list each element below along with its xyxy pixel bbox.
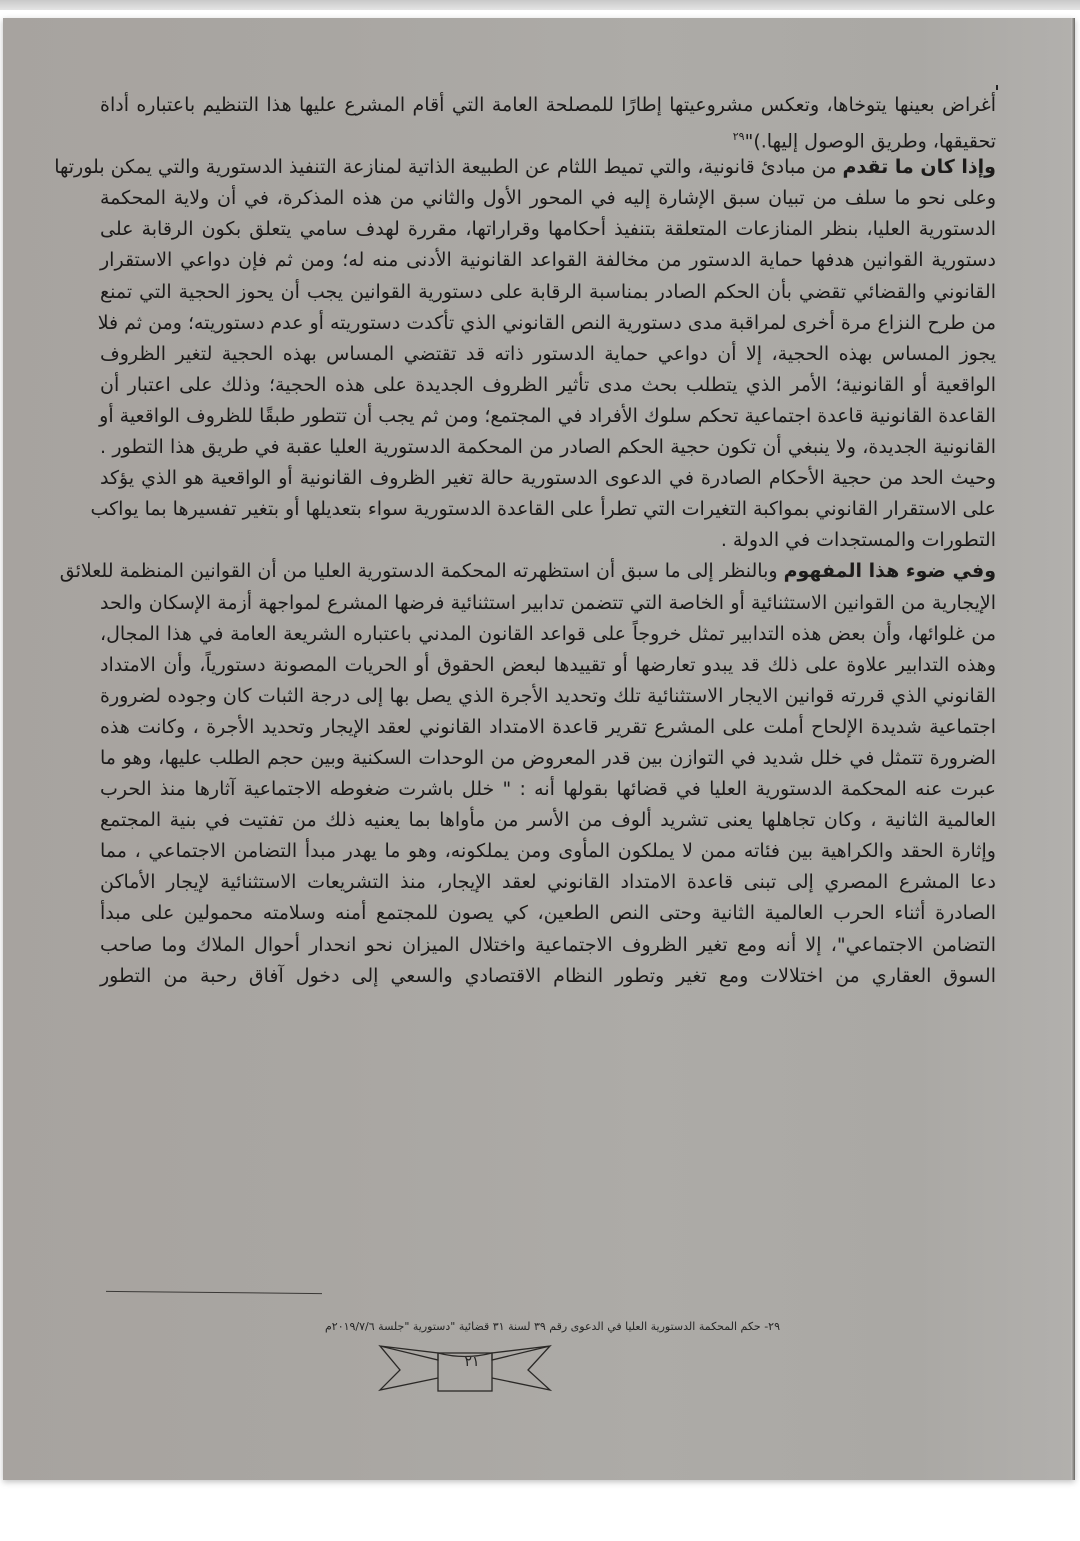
text-line: عبرت عنه المحكمة الدستورية العليا في قضائها بقولها أنه : " خلل باشرت ضغوطه الاجتماعية آثارها منذ الحرب: [100, 778, 996, 801]
text-fragment: تحقيقها، وطريق الوصول إليها.)": [744, 130, 996, 153]
text-fragment: وبالنظر إلى ما سبق أن استظهرته المحكمة الدستورية العليا من أن القوانين المنظمة للعلائق: [59, 560, 784, 583]
text-fragment: من مبادئ قانونية، والتي تميط اللثام عن الطبيعة الذاتية لمنازعة التنفيذ الدستورية والتي يمكن بلورتها: [54, 156, 843, 179]
text-line: من غلوائها، وأن بعض هذه التدابير تمثل خروجاً على قواعد القانون المدني باعتباره الشريعة العامة في هذا المجال،: [100, 622, 996, 645]
lead-phrase: وفي ضوء هذا المفهوم: [783, 560, 996, 583]
text-line: اجتماعية شديدة الإلحاح أملت على المشرع تقرير قاعدة الامتداد القانوني لعقد الإيجار وتحديد الأجرة ، وكانت هذه: [100, 715, 996, 738]
footnote-ref[interactable]: ٢٩: [732, 130, 745, 144]
top-frame-bar: [0, 0, 1080, 10]
text-line: على الاستقرار القانوني بمواكبة التغيرات التي تطرأ على القاعدة الدستورية سواء بتعديلها أو بتغير تفسيرها بما يواكب: [90, 498, 996, 521]
text-line: دعا المشرع المصري إلى تبنى قاعدة الامتداد القانوني لعقد الإيجار، منذ التشريعات الاستثنائية لإيجار الأماكن: [100, 871, 996, 894]
text-line: القانوني الذي قررته قوانين الايجار الاستثنائية تلك وتحديد الأجرة الذي يصل بها إلى درجة الثبات كان وجوده لضرورة: [100, 684, 996, 707]
text-line: أغراض بعينها يتوخاها، وتعكس مشروعيتها إطارًا للمصلحة العامة التي أقام المشرع عليها هذا التنظيم باعتباره أداة: [100, 94, 996, 116]
text-line: الضرورة تتمثل في خلل شديد في التوازن بين قدر المعروض من الوحدات السكنية وبين حجم الطلب عليها، وهو ما: [100, 746, 996, 769]
text-line: يجوز المساس بهذه الحجية، إلا أن دواعي حماية الدستور ذاته قد تقتضي المساس بهذه الحجية لتغير الظروف: [100, 342, 996, 365]
lead-phrase: وإذا كان ما تقدم: [842, 156, 996, 179]
paragraph-2: [59, 556, 996, 991]
text-line: وحيث الحد من حجية الأحكام الصادرة في الدعوى الدستورية حالة تغير الظروف القانونية أو الواقعية هو الذي يؤكد: [100, 467, 996, 490]
text-line: [54, 152, 996, 183]
page-number: ٢١: [464, 1354, 480, 1370]
body-text: [54, 90, 996, 992]
text-line: القانوني والقضائي تقضي بأن الحكم الصادر بمناسبة الرقابة على دستورية القوانين يجب أن يحوز الحجية التي تمنع: [100, 280, 996, 303]
text-line: التضامن الاجتماعي"، إلا أنه ومع تغير الظروف الاجتماعية واختلال الميزان نحو انحدار أحوال الملاك وما صاحب: [100, 933, 996, 956]
text-line: [59, 556, 996, 587]
text-line: السوق العقاري من اختلالات ومع تغير وتطور النظام الاقتصادي والسعي إلى دخول آفاق رحبة من التطور: [100, 964, 996, 987]
text-line: وعلى نحو ما سلف من تبيان سبق الإشارة إليه في المحور الأول والثاني من هذه المذكرة، في أن ولاية المحكمة: [100, 187, 996, 210]
text-line: [100, 121, 996, 152]
footnote: ٢٩- حكم المحكمة الدستورية العليا في الدعوى رقم ٣٩ لسنة ٣١ قضائية "دستورية "جلسة ٢٠١٩/٧/٦م: [324, 1320, 780, 1333]
paragraph-1: [54, 152, 996, 556]
text-line: وهذه التدابير علاوة على ذلك قد يبدو تعارضها أو تقييدها لبعض الحقوق أو الحريات المصونة دستورياً، وأن الامتداد: [100, 653, 996, 676]
text-line: الدستورية العليا، بنظر المنازعات المتعلقة بتنفيذ أحكامها وقراراتها، مقررة لهدف سامي يتعلق بكون الرقابة على: [100, 218, 996, 241]
text-line: الإيجارية من القوانين الاستثنائية أو الخاصة التي تتضمن تدابير استثنائية فرضها المشرع لمواجهة أزمة الإسكان والحد: [100, 591, 996, 614]
text-line: الواقعية أو القانونية؛ الأمر الذي يتطلب بحث مدى تأثير الظروف الجديدة على هذه الحجية؛ وذلك على اعتبار أن: [100, 373, 996, 396]
text-line: التطورات والمستجدات في الدولة .: [720, 529, 996, 552]
text-line: العالمية الثانية ، وكان تجاهلها يعنى تشريد ألوف من الأسر من مأواها بما يعنيه ذلك من تفتيت في بنية المجتمع: [100, 809, 996, 832]
text-line: القاعدة القانونية قاعدة اجتماعية تحكم سلوك الأفراد في المجتمع؛ ومن ثم يجب أن تتطور طبقًا للظروف الواقعية أو: [99, 404, 996, 427]
page-number-badge: [340, 1340, 590, 1392]
ink-mark: [996, 85, 998, 90]
paragraph-0: [100, 90, 996, 152]
text-line: وإثارة الحقد والكراهية بين فئاته ممن لا يملكون المأوى ومن يملكونه، وهو ما يهدر مبدأ التضامن الاجتماعي ، مما: [100, 840, 996, 863]
text-line: القانونية الجديدة، ولا ينبغي أن تكون حجية الحكم الصادر من المحكمة الدستورية العليا عقبة في طريق هذا التطور .: [100, 436, 996, 459]
text-line: الصادرة أثناء الحرب العالمية الثانية وحتى النص الطعين، كي يصون للمجتمع أمنه وسلامته محمولين على مبدأ: [100, 902, 996, 925]
text-line: من طرح النزاع مرة أخرى لمراقبة مدى دستورية النص القانوني الذي تأكدت دستوريته أو عدم دستوريته؛ ومن ثم فلا: [97, 311, 996, 334]
text-line: دستورية القوانين هدفها حماية الدستور من مخالفة القواعد القانونية الأدنى منه له؛ ومن ثم فإن دواعي الاستقرار: [100, 249, 996, 272]
